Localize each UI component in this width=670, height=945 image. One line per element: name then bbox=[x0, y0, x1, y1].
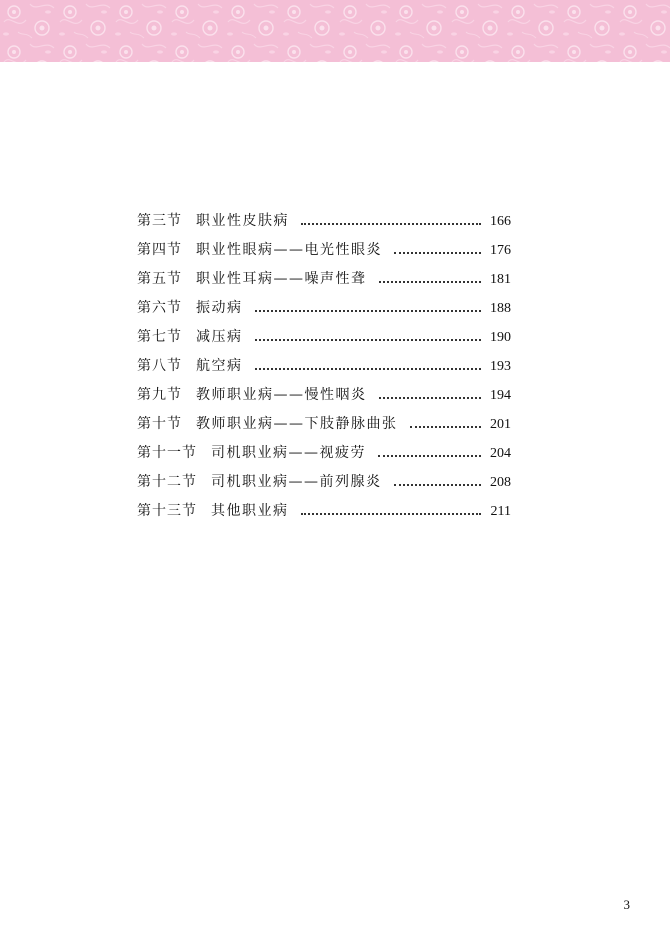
toc-section-title: 职业性耳病——噪声性聋 bbox=[196, 271, 367, 287]
toc-entry[interactable] bbox=[137, 207, 511, 236]
toc-page-number: 194 bbox=[490, 388, 511, 403]
toc-page-number: 193 bbox=[490, 359, 511, 374]
toc-dot-leader bbox=[379, 281, 482, 283]
toc-page-number: 201 bbox=[490, 417, 511, 432]
floral-pattern-icon bbox=[0, 0, 670, 62]
toc-section-number: 第五节 bbox=[137, 271, 182, 287]
toc-section-number: 第十一节 bbox=[137, 445, 197, 461]
toc-dot-leader bbox=[410, 426, 482, 428]
toc-section-number: 第四节 bbox=[137, 242, 182, 258]
toc-dot-leader bbox=[378, 455, 481, 457]
toc-dot-leader bbox=[394, 484, 482, 486]
toc-page-number: 176 bbox=[490, 243, 511, 258]
toc-entry[interactable] bbox=[137, 439, 511, 468]
toc-entry[interactable] bbox=[137, 323, 511, 352]
toc-dot-leader bbox=[255, 368, 482, 370]
toc-section-title: 振动病 bbox=[196, 300, 243, 316]
toc-section-number: 第六节 bbox=[137, 300, 182, 316]
toc-section-number: 第三节 bbox=[137, 213, 182, 229]
toc-dot-leader bbox=[394, 252, 481, 254]
toc-section-number: 第十二节 bbox=[137, 474, 197, 490]
toc-section-number: 第九节 bbox=[137, 387, 182, 403]
toc-dot-leader bbox=[255, 310, 482, 312]
decorative-floral-banner bbox=[0, 0, 670, 62]
toc-section-title: 职业性皮肤病 bbox=[196, 213, 289, 229]
toc-entry[interactable] bbox=[137, 236, 511, 265]
toc-section-title: 其他职业病 bbox=[211, 503, 289, 519]
toc-section-title: 教师职业病——下肢静脉曲张 bbox=[196, 416, 398, 432]
toc-page-number: 188 bbox=[490, 301, 511, 316]
toc-page-number: 211 bbox=[490, 504, 511, 519]
toc-section-number: 第七节 bbox=[137, 329, 182, 345]
toc-section-title: 司机职业病——前列腺炎 bbox=[211, 474, 382, 490]
toc-section-title: 航空病 bbox=[196, 358, 243, 374]
toc-entry[interactable] bbox=[137, 410, 511, 439]
toc-page-number: 208 bbox=[490, 475, 511, 490]
toc-section-title: 司机职业病——视疲劳 bbox=[211, 445, 366, 461]
toc-section-number: 第十三节 bbox=[137, 503, 197, 519]
toc-page-number: 190 bbox=[490, 330, 511, 345]
toc-entry[interactable] bbox=[137, 381, 511, 410]
page-number: 3 bbox=[623, 897, 630, 912]
toc-section-title: 减压病 bbox=[196, 329, 243, 345]
toc-section-number: 第八节 bbox=[137, 358, 182, 374]
toc-entry[interactable] bbox=[137, 265, 511, 294]
toc-dot-leader bbox=[301, 513, 482, 515]
toc-section-number: 第十节 bbox=[137, 416, 182, 432]
toc-entry[interactable] bbox=[137, 294, 511, 323]
toc-entry[interactable] bbox=[137, 468, 511, 497]
toc-section-title: 职业性眼病——电光性眼炎 bbox=[196, 242, 382, 258]
toc-section-title: 教师职业病——慢性咽炎 bbox=[196, 387, 367, 403]
toc-dot-leader bbox=[301, 223, 481, 225]
toc-page-number: 181 bbox=[490, 272, 511, 287]
toc-dot-leader bbox=[255, 339, 482, 341]
table-of-contents bbox=[137, 207, 511, 526]
toc-page-number: 204 bbox=[490, 446, 511, 461]
toc-entry[interactable] bbox=[137, 352, 511, 381]
toc-page-number: 166 bbox=[490, 214, 511, 229]
toc-dot-leader bbox=[379, 397, 482, 399]
toc-entry[interactable] bbox=[137, 497, 511, 526]
